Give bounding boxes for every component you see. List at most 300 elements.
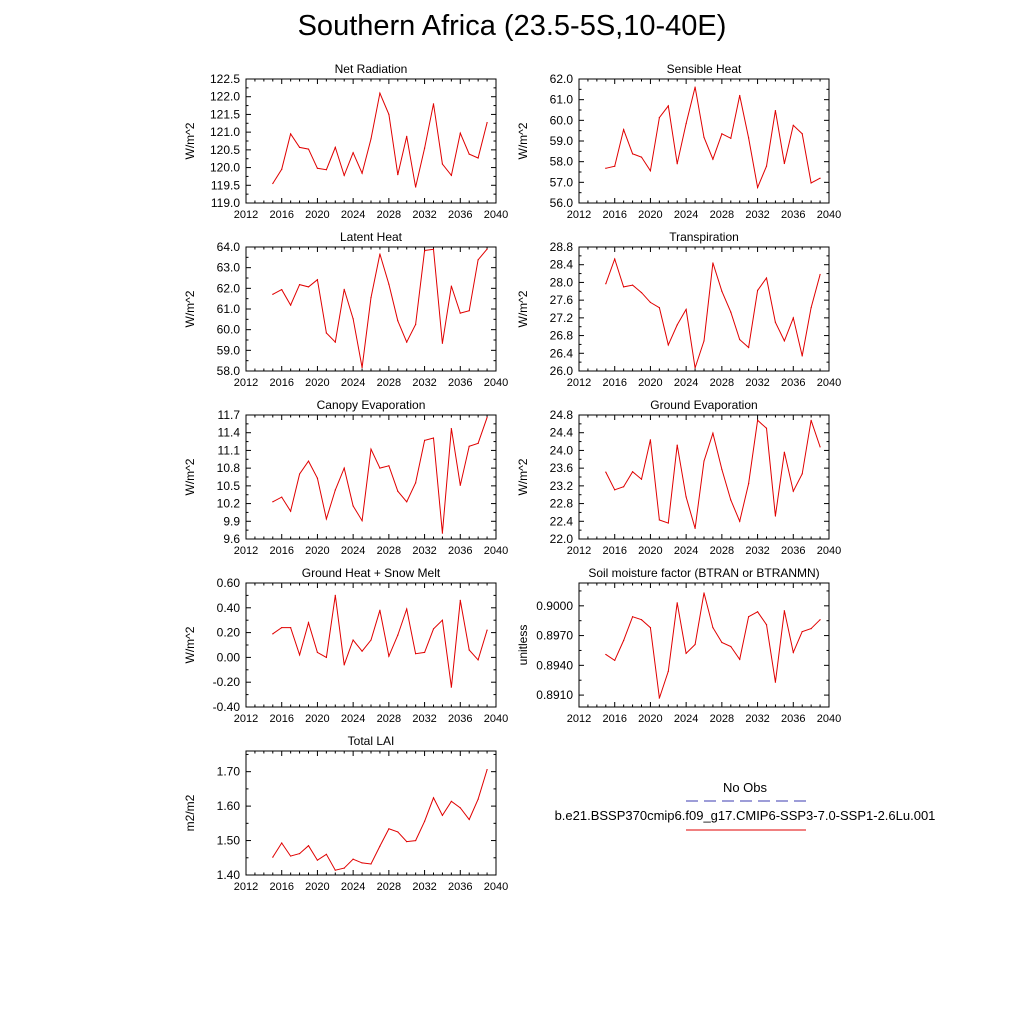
data-point — [623, 486, 624, 487]
y-tick-label: 122.5 — [209, 72, 240, 86]
x-tick-label: 2036 — [781, 713, 806, 725]
data-point — [686, 309, 687, 310]
data-point — [478, 799, 479, 800]
data-point — [486, 630, 487, 631]
data-point — [424, 652, 425, 653]
data-point — [442, 343, 443, 344]
data-point — [326, 332, 327, 333]
data-point — [739, 95, 740, 96]
y-tick-label: 0.9000 — [536, 598, 573, 613]
y-tick-label: 119.0 — [210, 196, 240, 210]
data-point — [668, 105, 669, 106]
y-tick-label: -0.40 — [212, 700, 240, 714]
y-axis-label: unitless — [516, 624, 530, 666]
data-point — [775, 682, 776, 683]
data-point — [388, 465, 389, 466]
y-tick-label: 120.0 — [209, 160, 240, 175]
legend — [555, 780, 936, 830]
series-line — [273, 93, 487, 187]
data-point — [460, 600, 461, 601]
data-point — [748, 347, 749, 348]
y-axis-label: W/m^2 — [183, 122, 197, 160]
x-tick-label: 2040 — [483, 713, 509, 725]
data-point — [460, 133, 461, 134]
x-tick-label: 2020 — [305, 713, 330, 725]
data-point — [281, 496, 282, 497]
data-point — [623, 286, 624, 287]
data-point — [299, 284, 300, 285]
data-point — [784, 610, 785, 611]
data-point — [361, 520, 362, 521]
data-point — [478, 259, 479, 260]
data-point — [308, 149, 309, 150]
data-point — [442, 620, 443, 621]
data-point — [775, 110, 776, 111]
data-point — [469, 310, 470, 311]
x-tick-label: 2020 — [305, 545, 330, 557]
panel-soil-moisture-factor-btran-or-btranmn — [516, 566, 841, 725]
data-point — [775, 322, 776, 323]
data-point — [784, 340, 785, 341]
data-point — [317, 860, 318, 861]
x-tick-label: 2040 — [483, 545, 509, 557]
y-tick-label: 24.0 — [549, 443, 573, 458]
data-point — [739, 659, 740, 660]
x-tick-label: 2028 — [376, 377, 402, 389]
data-point — [433, 103, 434, 104]
data-point — [632, 616, 633, 617]
x-tick-label: 2012 — [566, 209, 592, 221]
x-tick-label: 2024 — [673, 377, 699, 389]
data-point — [326, 518, 327, 519]
y-tick-label: 11.1 — [217, 443, 240, 458]
data-point — [424, 250, 425, 251]
data-point — [335, 595, 336, 596]
data-point — [335, 870, 336, 871]
x-tick-label: 2040 — [816, 209, 842, 221]
panel-net-radiation — [183, 62, 508, 221]
y-tick-label: 28.8 — [549, 240, 573, 254]
series-line — [273, 770, 487, 871]
data-point — [424, 821, 425, 822]
y-axis-label: m2/m2 — [183, 794, 197, 832]
data-point — [406, 608, 407, 609]
data-point — [757, 290, 758, 291]
data-point — [451, 428, 452, 429]
data-point — [766, 624, 767, 625]
data-point — [793, 317, 794, 318]
data-point — [614, 166, 615, 167]
data-point — [784, 452, 785, 453]
y-tick-label: 62.0 — [549, 72, 573, 86]
data-point — [406, 841, 407, 842]
y-tick-label: 121.0 — [209, 125, 240, 140]
data-point — [469, 819, 470, 820]
data-point — [802, 133, 803, 134]
y-tick-label: 10.2 — [216, 496, 240, 511]
data-point — [703, 460, 704, 461]
data-point — [442, 163, 443, 164]
y-tick-label: 11.4 — [217, 425, 240, 440]
data-point — [397, 634, 398, 635]
panel-ground-heat-snow-melt — [183, 566, 508, 725]
y-tick-label: 1.50 — [216, 833, 240, 848]
data-point — [703, 592, 704, 593]
data-point — [361, 862, 362, 863]
y-tick-label: -0.20 — [212, 675, 240, 690]
data-point — [819, 178, 820, 179]
data-point — [784, 163, 785, 164]
y-tick-label: 57.0 — [549, 175, 573, 190]
x-tick-label: 2024 — [673, 713, 699, 725]
y-tick-label: 24.4 — [549, 425, 573, 440]
y-tick-label: 10.5 — [216, 478, 240, 493]
series-line — [273, 595, 487, 687]
data-point — [721, 642, 722, 643]
data-point — [659, 307, 660, 308]
x-tick-label: 2016 — [269, 209, 294, 221]
data-point — [712, 627, 713, 628]
data-point — [281, 627, 282, 628]
data-point — [397, 174, 398, 175]
data-point — [460, 807, 461, 808]
data-point — [272, 633, 273, 634]
panel-title: Transpiration — [669, 230, 739, 244]
data-point — [379, 468, 380, 469]
y-tick-label: 119.5 — [210, 178, 240, 193]
data-point — [317, 279, 318, 280]
panel-title: Ground Heat + Snow Melt — [301, 566, 441, 580]
x-tick-label: 2028 — [376, 713, 402, 725]
x-tick-label: 2016 — [269, 377, 294, 389]
x-tick-label: 2032 — [412, 881, 437, 893]
data-point — [433, 249, 434, 250]
x-tick-label: 2032 — [745, 209, 770, 221]
x-tick-label: 2028 — [376, 545, 402, 557]
y-tick-label: 26.0 — [549, 364, 573, 378]
x-tick-label: 2040 — [816, 713, 842, 725]
data-point — [811, 628, 812, 629]
x-tick-label: 2012 — [233, 881, 259, 893]
series-line — [606, 87, 820, 187]
data-point — [370, 639, 371, 640]
data-point — [623, 129, 624, 130]
y-tick-label: 22.0 — [549, 532, 573, 546]
data-point — [641, 479, 642, 480]
y-tick-label: 60.0 — [549, 113, 573, 128]
data-point — [299, 147, 300, 148]
y-tick-label: 0.8970 — [536, 628, 573, 643]
data-point — [739, 339, 740, 340]
data-point — [344, 289, 345, 290]
x-tick-label: 2036 — [448, 209, 473, 221]
data-point — [379, 93, 380, 94]
data-point — [451, 801, 452, 802]
data-point — [406, 136, 407, 137]
x-tick-label: 2016 — [602, 377, 627, 389]
x-tick-label: 2036 — [448, 377, 473, 389]
y-tick-label: 1.60 — [216, 799, 240, 814]
data-point — [802, 631, 803, 632]
page-title: Southern Africa (23.5-5S,10-40E) — [297, 10, 727, 42]
legend-obs-label: No Obs — [722, 780, 768, 795]
data-point — [811, 182, 812, 183]
plot-frame — [579, 79, 829, 203]
data-point — [361, 367, 362, 368]
data-point — [406, 501, 407, 502]
y-tick-label: 61.0 — [549, 92, 573, 107]
data-point — [819, 274, 820, 275]
y-axis-label: W/m^2 — [183, 290, 197, 328]
data-point — [326, 169, 327, 170]
data-point — [290, 855, 291, 856]
data-point — [388, 114, 389, 115]
x-tick-label: 2040 — [483, 209, 509, 221]
data-point — [686, 123, 687, 124]
data-point — [397, 831, 398, 832]
x-tick-label: 2040 — [816, 545, 842, 557]
data-point — [694, 86, 695, 87]
y-tick-label: 24.8 — [549, 408, 573, 422]
data-point — [641, 619, 642, 620]
data-point — [712, 433, 713, 434]
data-point — [623, 640, 624, 641]
data-point — [677, 163, 678, 164]
data-point — [811, 420, 812, 421]
y-tick-label: 0.60 — [216, 576, 240, 590]
y-tick-label: 1.40 — [216, 868, 240, 882]
data-point — [317, 478, 318, 479]
data-point — [605, 472, 606, 473]
data-point — [317, 652, 318, 653]
data-point — [335, 147, 336, 148]
y-tick-label: 26.4 — [549, 346, 573, 361]
data-point — [469, 649, 470, 650]
series-line — [273, 417, 487, 533]
y-tick-label: 58.0 — [549, 154, 573, 169]
y-tick-label: 23.2 — [549, 478, 573, 493]
y-axis-label: W/m^2 — [516, 458, 530, 496]
panel-title: Net Radiation — [334, 62, 408, 76]
x-tick-label: 2020 — [638, 377, 663, 389]
x-tick-label: 2012 — [566, 377, 592, 389]
data-point — [272, 183, 273, 184]
data-point — [650, 302, 651, 303]
data-point — [335, 489, 336, 490]
series-line — [273, 249, 487, 367]
data-point — [775, 515, 776, 516]
y-tick-label: 9.6 — [223, 532, 240, 546]
x-tick-label: 2020 — [638, 713, 663, 725]
x-tick-label: 2036 — [448, 713, 473, 725]
data-point — [757, 187, 758, 188]
data-point — [451, 285, 452, 286]
data-point — [397, 320, 398, 321]
data-point — [370, 138, 371, 139]
data-point — [290, 133, 291, 134]
y-tick-label: 59.0 — [216, 343, 240, 358]
data-point — [650, 439, 651, 440]
plot-frame — [246, 583, 496, 707]
data-point — [388, 284, 389, 285]
y-tick-label: 59.0 — [549, 134, 573, 148]
x-tick-label: 2016 — [602, 545, 627, 557]
data-point — [686, 653, 687, 654]
data-point — [641, 292, 642, 293]
y-tick-label: 10.8 — [216, 461, 240, 476]
y-axis-label: W/m^2 — [183, 626, 197, 664]
data-point — [344, 868, 345, 869]
data-point — [478, 659, 479, 660]
data-point — [451, 687, 452, 688]
legend-model-label: b.e21.BSSP370cmip6.f09_g17.CMIP6-SSP3-7.0-SSP1-2.6Lu.001 — [554, 808, 936, 823]
x-tick-label: 2036 — [781, 545, 806, 557]
panel-title: Sensible Heat — [666, 62, 742, 76]
data-point — [353, 318, 354, 319]
data-point — [344, 468, 345, 469]
x-tick-label: 2032 — [745, 545, 770, 557]
x-tick-label: 2028 — [709, 377, 735, 389]
y-tick-label: 27.2 — [549, 310, 573, 325]
data-point — [478, 443, 479, 444]
panel-title: Total LAI — [347, 734, 395, 748]
panel-title: Soil moisture factor (BTRAN or BTRANMN) — [588, 566, 820, 580]
data-point — [712, 159, 713, 160]
data-point — [442, 815, 443, 816]
data-point — [721, 469, 722, 470]
data-point — [317, 168, 318, 169]
x-tick-label: 2028 — [709, 713, 735, 725]
x-tick-label: 2032 — [412, 377, 437, 389]
data-point — [415, 653, 416, 654]
data-point — [703, 340, 704, 341]
data-point — [730, 138, 731, 139]
x-tick-label: 2028 — [376, 881, 402, 893]
data-point — [730, 312, 731, 313]
data-point — [281, 842, 282, 843]
data-point — [730, 646, 731, 647]
data-point — [424, 147, 425, 148]
x-tick-label: 2024 — [340, 209, 366, 221]
data-point — [469, 154, 470, 155]
data-point — [668, 671, 669, 672]
data-point — [415, 482, 416, 483]
y-tick-label: 9.9 — [223, 514, 240, 529]
data-point — [433, 797, 434, 798]
x-tick-label: 2024 — [340, 377, 366, 389]
plot-frame — [246, 751, 496, 875]
data-point — [379, 845, 380, 846]
data-point — [308, 622, 309, 623]
x-tick-label: 2036 — [448, 545, 473, 557]
y-tick-label: 63.0 — [216, 260, 240, 275]
data-point — [299, 853, 300, 854]
data-point — [605, 654, 606, 655]
data-point — [299, 473, 300, 474]
data-point — [460, 313, 461, 314]
x-tick-label: 2036 — [448, 881, 473, 893]
data-point — [299, 654, 300, 655]
data-point — [694, 367, 695, 368]
y-tick-label: 0.00 — [216, 650, 240, 665]
y-tick-label: 121.5 — [209, 107, 240, 122]
data-point — [326, 854, 327, 855]
x-tick-label: 2020 — [638, 209, 663, 221]
panel-sensible-heat — [516, 62, 841, 221]
x-tick-label: 2036 — [781, 209, 806, 221]
data-point — [397, 491, 398, 492]
x-tick-label: 2020 — [638, 545, 663, 557]
x-tick-label: 2036 — [781, 377, 806, 389]
y-axis-label: W/m^2 — [183, 458, 197, 496]
data-point — [641, 157, 642, 158]
data-point — [694, 644, 695, 645]
data-point — [650, 627, 651, 628]
data-point — [361, 173, 362, 174]
panel-latent-heat — [183, 230, 508, 389]
data-point — [757, 611, 758, 612]
data-point — [379, 253, 380, 254]
data-point — [478, 157, 479, 158]
y-tick-label: 23.6 — [549, 461, 573, 476]
data-point — [677, 445, 678, 446]
x-tick-label: 2032 — [412, 545, 437, 557]
data-point — [793, 491, 794, 492]
y-tick-label: 58.0 — [216, 364, 240, 378]
data-point — [748, 616, 749, 617]
y-tick-label: 62.0 — [216, 281, 240, 296]
x-tick-label: 2012 — [566, 713, 592, 725]
data-point — [415, 186, 416, 187]
y-tick-label: 22.4 — [549, 514, 573, 529]
data-point — [272, 501, 273, 502]
panel-total-lai — [183, 734, 508, 893]
y-tick-label: 61.0 — [216, 302, 240, 316]
x-tick-label: 2032 — [745, 713, 770, 725]
data-point — [659, 117, 660, 118]
data-point — [451, 175, 452, 176]
data-point — [308, 845, 309, 846]
y-tick-label: 1.70 — [216, 764, 240, 779]
y-tick-label: 0.8910 — [536, 688, 573, 703]
x-tick-label: 2032 — [412, 209, 437, 221]
data-point — [757, 420, 758, 421]
data-point — [766, 166, 767, 167]
data-point — [819, 446, 820, 447]
x-tick-label: 2028 — [709, 209, 735, 221]
data-point — [272, 294, 273, 295]
data-point — [406, 341, 407, 342]
data-point — [632, 153, 633, 154]
data-point — [308, 286, 309, 287]
data-point — [721, 291, 722, 292]
data-point — [668, 522, 669, 523]
data-point — [460, 485, 461, 486]
data-point — [632, 284, 633, 285]
data-point — [335, 341, 336, 342]
data-point — [650, 170, 651, 171]
series-line — [606, 593, 820, 698]
data-point — [694, 528, 695, 529]
data-point — [668, 344, 669, 345]
data-point — [433, 437, 434, 438]
data-point — [766, 277, 767, 278]
data-point — [721, 133, 722, 134]
x-tick-label: 2032 — [412, 713, 437, 725]
x-tick-label: 2024 — [340, 545, 366, 557]
data-point — [290, 304, 291, 305]
data-point — [793, 652, 794, 653]
